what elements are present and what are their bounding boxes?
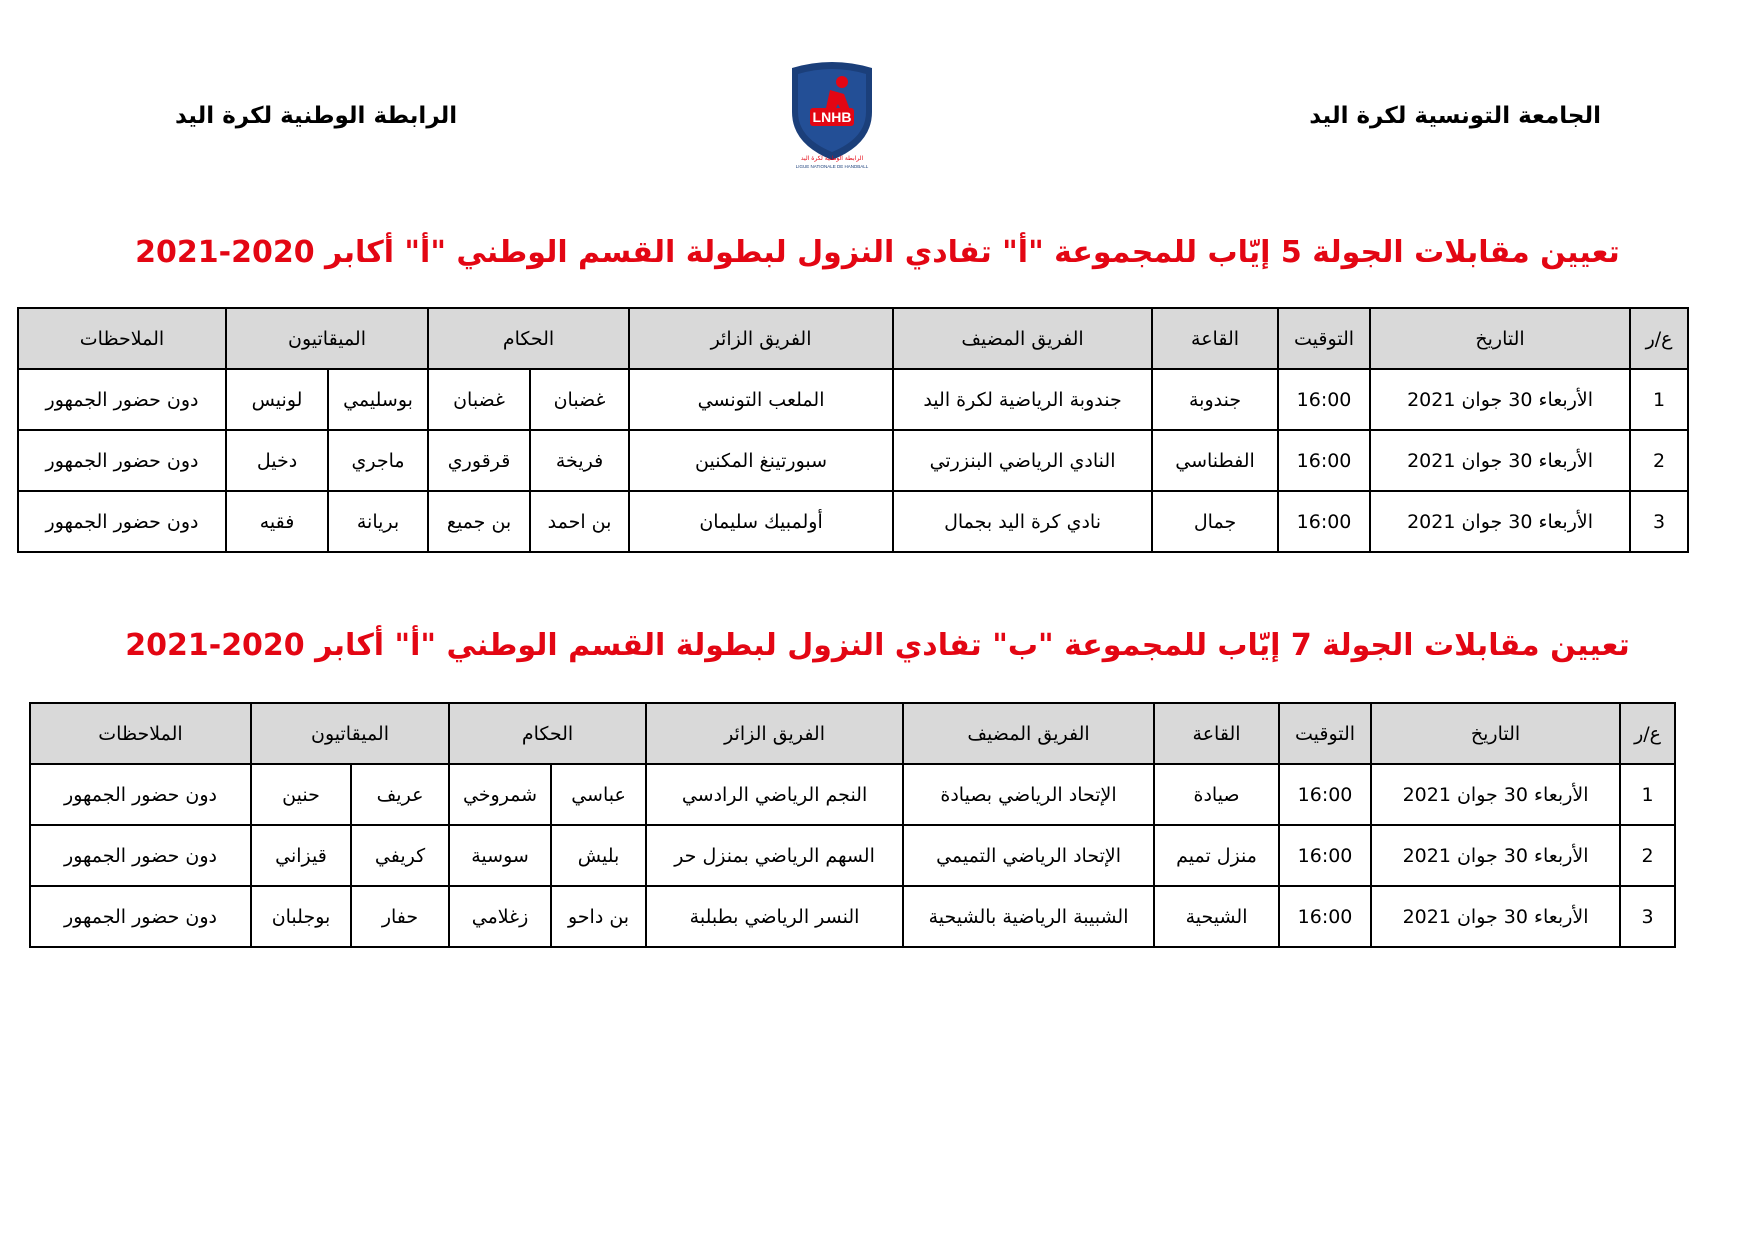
cell-timekeeper-2: بوجلبان — [251, 886, 351, 947]
cell-date: الأربعاء 30 جوان 2021 — [1371, 764, 1620, 825]
col-referees: الحكام — [428, 308, 629, 369]
cell-time: 16:00 — [1278, 430, 1370, 491]
col-date: التاريخ — [1370, 308, 1630, 369]
cell-referee-1: بن داحو — [551, 886, 646, 947]
cell-date: الأربعاء 30 جوان 2021 — [1370, 430, 1630, 491]
table2-title: تعيين مقابلات الجولة 7 إيّاب للمجموعة "ب" تفادي النزول لبطولة القسم الوطني "أ" أكابر 2020-2021 — [125, 628, 1630, 663]
cell-notes: دون حضور الجمهور — [30, 825, 251, 886]
cell-home: الإتحاد الرياضي التميمي — [903, 825, 1154, 886]
cell-notes: دون حضور الجمهور — [18, 369, 226, 430]
cell-hall: منزل تميم — [1154, 825, 1279, 886]
cell-home: جندوبة الرياضية لكرة اليد — [893, 369, 1152, 430]
cell-home: نادي كرة اليد بجمال — [893, 491, 1152, 552]
col-date: التاريخ — [1371, 703, 1620, 764]
federation-name: الجامعة التونسية لكرة اليد — [1309, 103, 1601, 129]
table-row — [18, 491, 1688, 552]
cell-timekeeper-1: حفار — [351, 886, 449, 947]
cell-num: 2 — [1630, 430, 1688, 491]
cell-referee-2: قرقوري — [428, 430, 530, 491]
cell-time: 16:00 — [1279, 764, 1371, 825]
col-num: ع/ر — [1630, 308, 1688, 369]
logo-subtext-fr: LIGUE NATIONALE DE HANDBALL — [795, 164, 869, 169]
cell-timekeeper-2: دخيل — [226, 430, 328, 491]
col-notes: الملاحظات — [18, 308, 226, 369]
col-num: ع/ر — [1620, 703, 1675, 764]
cell-timekeeper-2: فقيه — [226, 491, 328, 552]
col-time: التوقيت — [1278, 308, 1370, 369]
cell-notes: دون حضور الجمهور — [18, 491, 226, 552]
table-header-row — [30, 703, 1675, 764]
cell-referee-2: شمروخي — [449, 764, 551, 825]
cell-notes: دون حضور الجمهور — [30, 886, 251, 947]
cell-notes: دون حضور الجمهور — [30, 764, 251, 825]
cell-away: سبورتينغ المكنين — [629, 430, 893, 491]
cell-timekeeper-1: بريانة — [328, 491, 428, 552]
cell-date: الأربعاء 30 جوان 2021 — [1371, 825, 1620, 886]
cell-notes: دون حضور الجمهور — [18, 430, 226, 491]
col-timekeepers: الميقاتيون — [251, 703, 449, 764]
cell-timekeeper-1: عريف — [351, 764, 449, 825]
cell-referee-1: عباسي — [551, 764, 646, 825]
cell-num: 2 — [1620, 825, 1675, 886]
cell-referee-2: بن جميع — [428, 491, 530, 552]
cell-hall: صيادة — [1154, 764, 1279, 825]
cell-away: أولمبيك سليمان — [629, 491, 893, 552]
cell-date: الأربعاء 30 جوان 2021 — [1370, 491, 1630, 552]
col-hall: القاعة — [1154, 703, 1279, 764]
lnhb-logo — [786, 60, 878, 170]
cell-referee-2: زغلامي — [449, 886, 551, 947]
cell-time: 16:00 — [1279, 886, 1371, 947]
league-name: الرابطة الوطنية لكرة اليد — [175, 103, 458, 129]
cell-num: 3 — [1630, 491, 1688, 552]
cell-time: 16:00 — [1278, 369, 1370, 430]
table-header-row — [18, 308, 1688, 369]
cell-timekeeper-1: ماجري — [328, 430, 428, 491]
cell-date: الأربعاء 30 جوان 2021 — [1371, 886, 1620, 947]
cell-time: 16:00 — [1279, 825, 1371, 886]
table-row — [18, 430, 1688, 491]
col-timekeepers: الميقاتيون — [226, 308, 428, 369]
cell-referee-1: بن احمد — [530, 491, 629, 552]
logo-subtext: الرابطة الوطنية لكرة اليد — [800, 155, 864, 162]
table-row — [30, 886, 1675, 947]
col-referees: الحكام — [449, 703, 646, 764]
table-row — [30, 825, 1675, 886]
col-notes: الملاحظات — [30, 703, 251, 764]
col-away: الفريق الزائر — [646, 703, 903, 764]
col-home: الفريق المضيف — [893, 308, 1152, 369]
cell-timekeeper-1: بوسليمي — [328, 369, 428, 430]
cell-home: الشبيبة الرياضية بالشيحية — [903, 886, 1154, 947]
schedule-table-group-a — [17, 307, 1689, 553]
table1-title: تعيين مقابلات الجولة 5 إيّاب للمجموعة "أ" تفادي النزول لبطولة القسم الوطني "أ" أكابر 2020-2021 — [135, 235, 1620, 270]
cell-hall: الفطناسي — [1152, 430, 1278, 491]
cell-away: النسر الرياضي بطبلبة — [646, 886, 903, 947]
cell-timekeeper-1: كريفي — [351, 825, 449, 886]
cell-referee-1: فريخة — [530, 430, 629, 491]
table-row — [18, 369, 1688, 430]
cell-hall: جمال — [1152, 491, 1278, 552]
cell-away: النجم الرياضي الرادسي — [646, 764, 903, 825]
cell-referee-1: بليش — [551, 825, 646, 886]
cell-home: الإتحاد الرياضي بصيادة — [903, 764, 1154, 825]
cell-hall: الشيحية — [1154, 886, 1279, 947]
cell-timekeeper-2: قيزاني — [251, 825, 351, 886]
cell-num: 1 — [1620, 764, 1675, 825]
cell-time: 16:00 — [1278, 491, 1370, 552]
cell-timekeeper-2: حنين — [251, 764, 351, 825]
cell-num: 3 — [1620, 886, 1675, 947]
col-away: الفريق الزائر — [629, 308, 893, 369]
table-row — [30, 764, 1675, 825]
col-time: التوقيت — [1279, 703, 1371, 764]
cell-referee-2: غضبان — [428, 369, 530, 430]
cell-home: النادي الرياضي البنزرتي — [893, 430, 1152, 491]
cell-referee-1: غضبان — [530, 369, 629, 430]
logo-text: LNHB — [812, 109, 852, 125]
schedule-table-group-b — [29, 702, 1676, 948]
cell-hall: جندوبة — [1152, 369, 1278, 430]
cell-away: السهم الرياضي بمنزل حر — [646, 825, 903, 886]
cell-referee-2: سوسية — [449, 825, 551, 886]
cell-away: الملعب التونسي — [629, 369, 893, 430]
cell-num: 1 — [1630, 369, 1688, 430]
cell-date: الأربعاء 30 جوان 2021 — [1370, 369, 1630, 430]
cell-timekeeper-2: لونيس — [226, 369, 328, 430]
col-home: الفريق المضيف — [903, 703, 1154, 764]
col-hall: القاعة — [1152, 308, 1278, 369]
